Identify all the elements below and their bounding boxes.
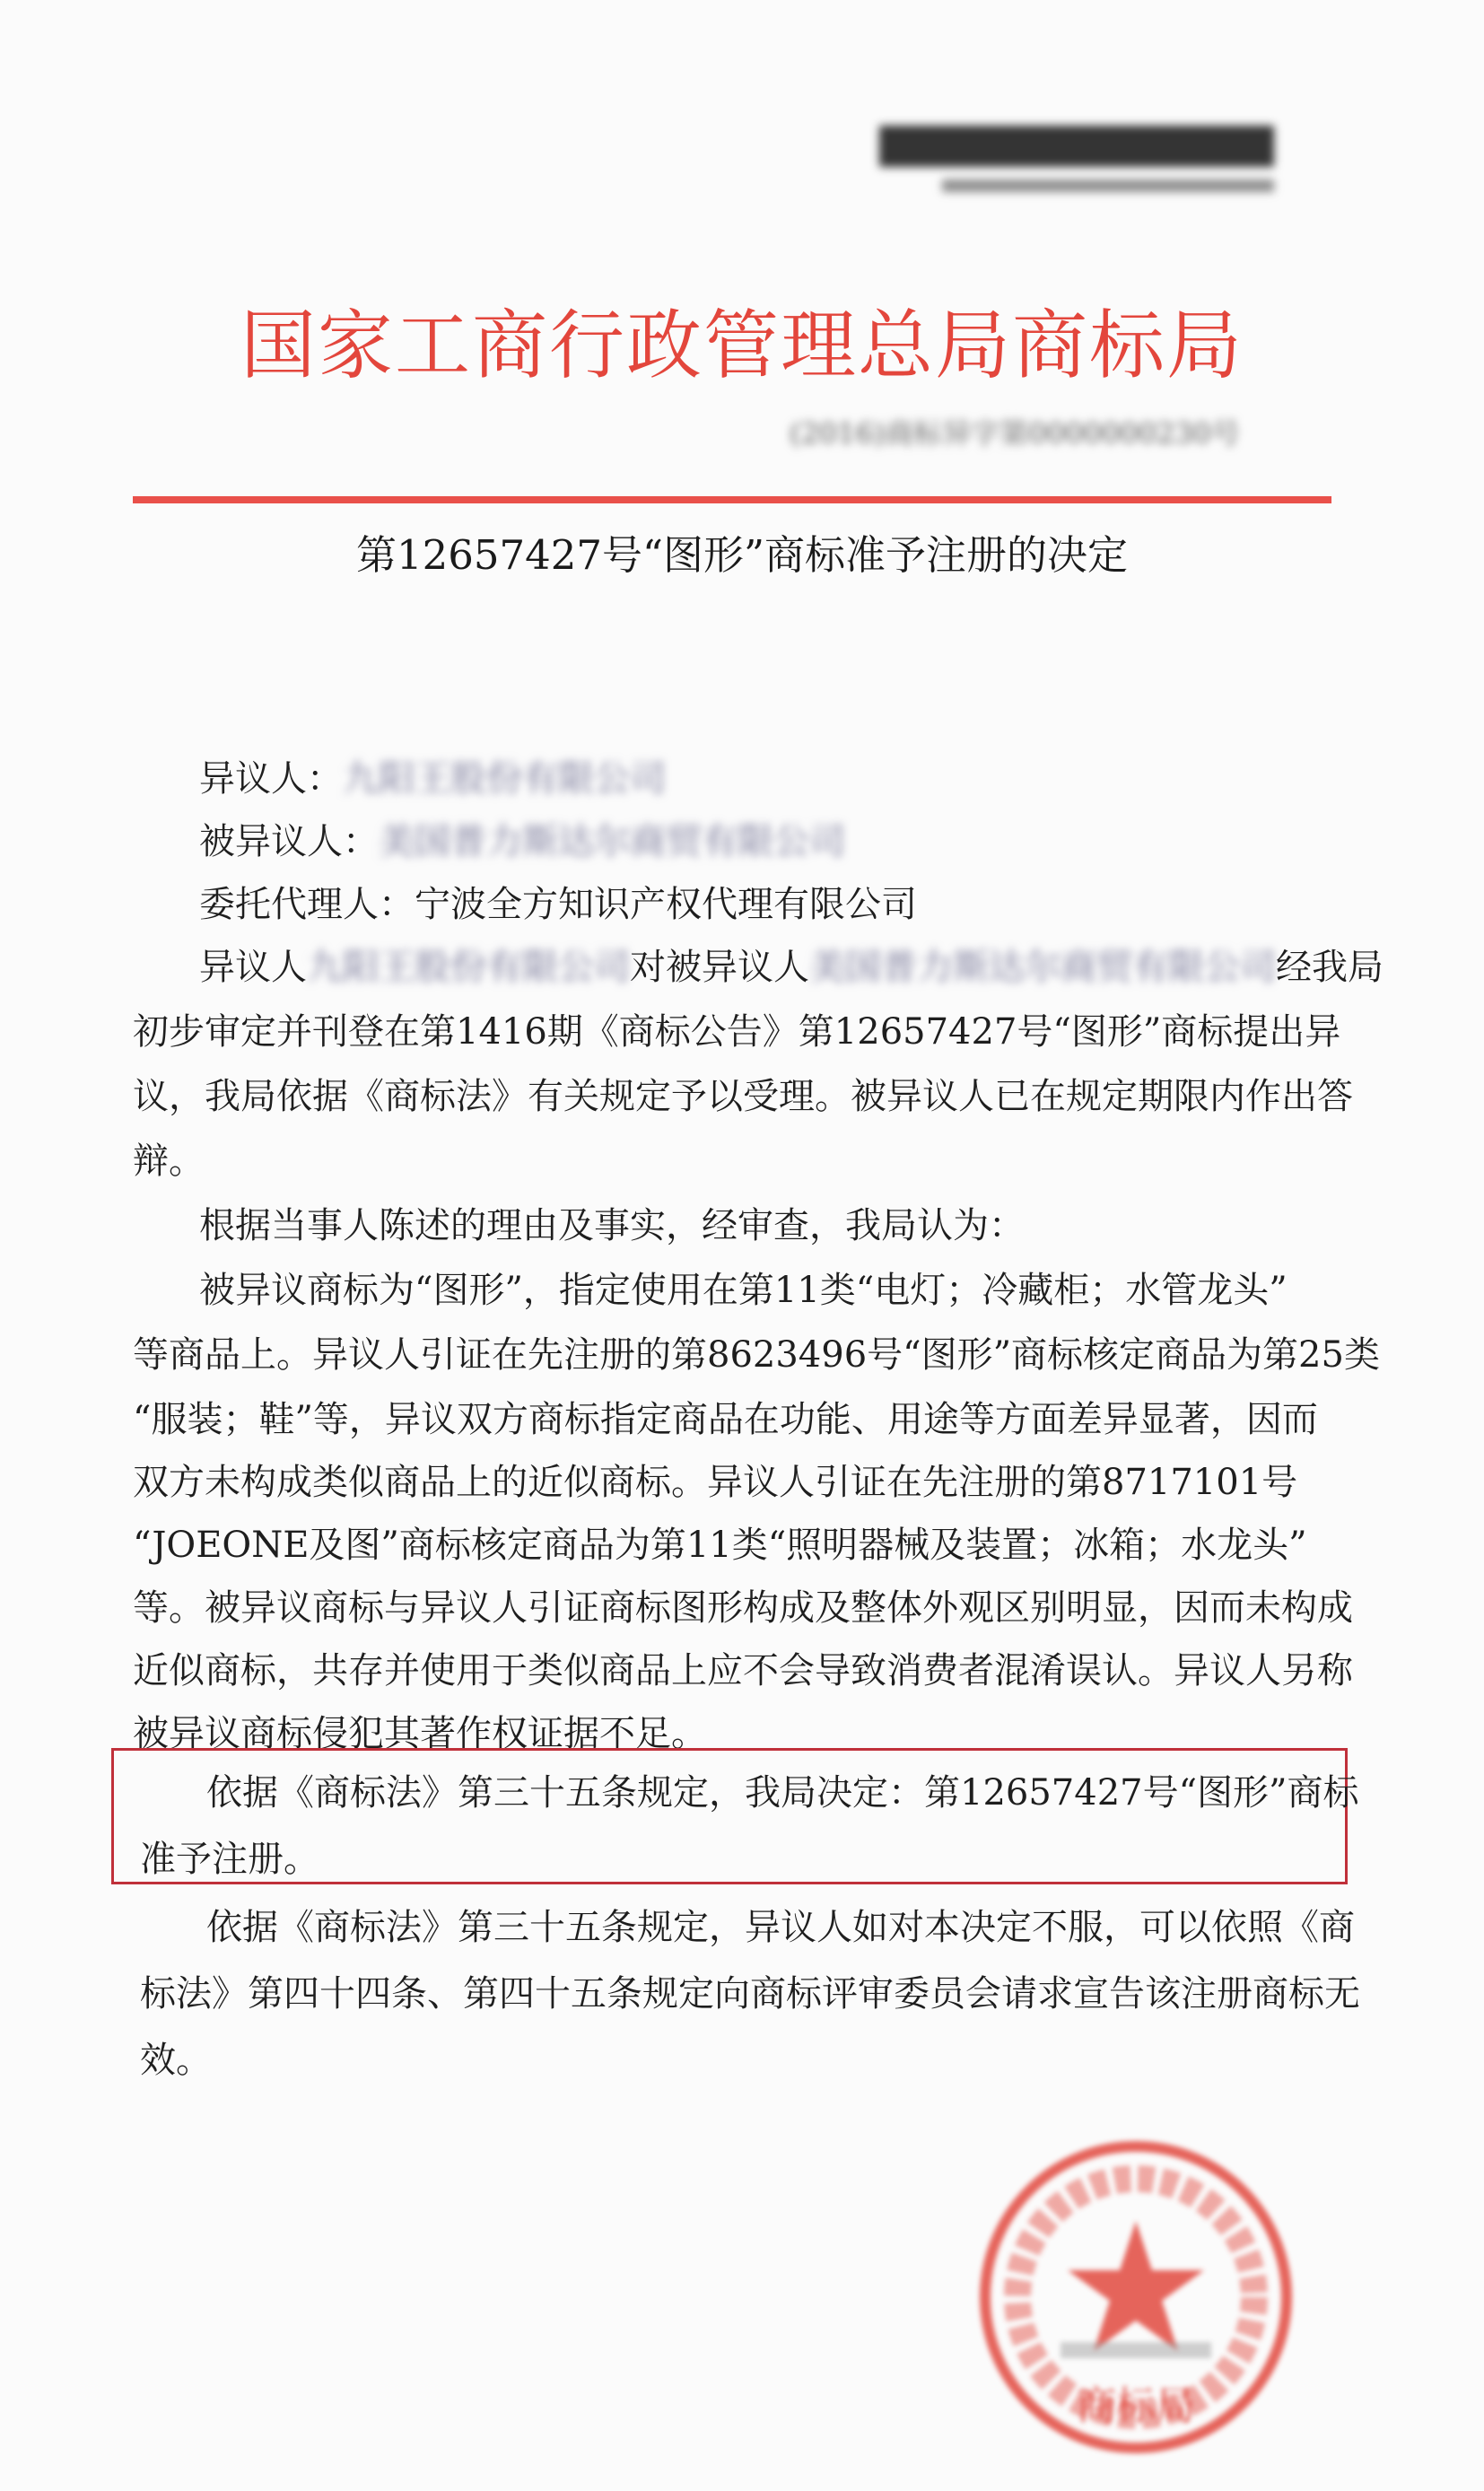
paragraph-1-line-3: 议，我局依据《商标法》有关规定予以受理。被异议人已在规定期限内作出答: [133, 1076, 1353, 1117]
paragraph-5-line-3: 效。: [140, 2040, 212, 2081]
p1-text-a: 异议人: [199, 947, 307, 988]
paragraph-1-line-2: 初步审定并刊登在第1416期《商标公告》第12657427号“图形”商标提出异: [133, 1011, 1341, 1053]
p1-text-c: 经我局: [1276, 947, 1384, 988]
paragraph-5-line-2: 标法》第四十四条、第四十五条规定向商标评审委员会请求宣告该注册商标无: [140, 1973, 1360, 2015]
opponent-name-inline: 九阳王股份有限公司: [307, 947, 630, 988]
opponent-line: [199, 750, 666, 801]
decision-title: 第12657427号“图形”商标准予注册的决定: [355, 531, 1129, 579]
letterhead-title: 国家工商行政管理总局商标局: [240, 302, 1244, 389]
opponent-label: 异议人：: [199, 758, 343, 800]
paragraph-3-line-7: 近似商标，共存并使用于类似商品上应不会导致消费者混淆误认。异议人另称: [133, 1650, 1353, 1691]
blurred-corner-mark: [861, 117, 1310, 215]
paragraph-3-line-3: “服装；鞋”等，异议双方商标指定商品在功能、用途等方面差异显著，因而: [133, 1399, 1318, 1440]
p1-text-b: 对被异议人: [630, 947, 809, 988]
seal-text: 商标局: [1077, 2383, 1195, 2429]
paragraph-3-line-5: “JOEONE及图”商标核定商品为第11类“照明器械及装置；冰箱；水龙头”: [133, 1525, 1307, 1566]
paragraph-3-line-4: 双方未构成类似商品上的近似商标。异议人引证在先注册的第8717101号: [133, 1462, 1298, 1503]
paragraph-1-line-1: [199, 939, 1384, 990]
respondent-name-inline: 美国普力斯达尔商贸有限公司: [809, 947, 1276, 988]
paragraph-3-line-1: 被异议商标为“图形”，指定使用在第11类“电灯；冷藏柜；水管龙头”: [199, 1270, 1288, 1311]
respondent-line: [199, 813, 845, 864]
paragraph-5-line-1: 依据《商标法》第三十五条规定，异议人如对本决定不服，可以依照《商: [206, 1907, 1355, 1948]
paragraph-3-line-2: 等商品上。异议人引证在先注册的第8623496号“图形”商标核定商品为第25类: [133, 1334, 1380, 1376]
opponent-name: 九阳王股份有限公司: [343, 758, 666, 800]
paragraph-3-line-6: 等。被异议商标与异议人引证商标图形构成及整体外观区别明显，因而未构成: [133, 1587, 1353, 1629]
respondent-label: 被异议人：: [199, 821, 379, 862]
paragraph-3-line-8: 被异议商标侵犯其著作权证据不足。: [133, 1713, 707, 1754]
paragraph-4-line-2: 准予注册。: [140, 1839, 319, 1880]
respondent-name: 美国普力斯达尔商贸有限公司: [379, 821, 845, 862]
agent-line: [199, 876, 917, 927]
agent-label: 委托代理人：: [199, 884, 415, 925]
agent-name: 宁波全方知识产权代理有限公司: [415, 884, 917, 925]
document-number: (2016)商标异字第0000000230号: [790, 416, 1241, 450]
paragraph-2: 根据当事人陈述的理由及事实，经审查，我局认为：: [199, 1205, 1025, 1246]
red-divider-line: [133, 496, 1331, 503]
paragraph-4-line-1: 依据《商标法》第三十五条规定，我局决定：第12657427号“图形”商标: [206, 1772, 1359, 1814]
paragraph-1-line-4: 辩。: [133, 1141, 205, 1182]
